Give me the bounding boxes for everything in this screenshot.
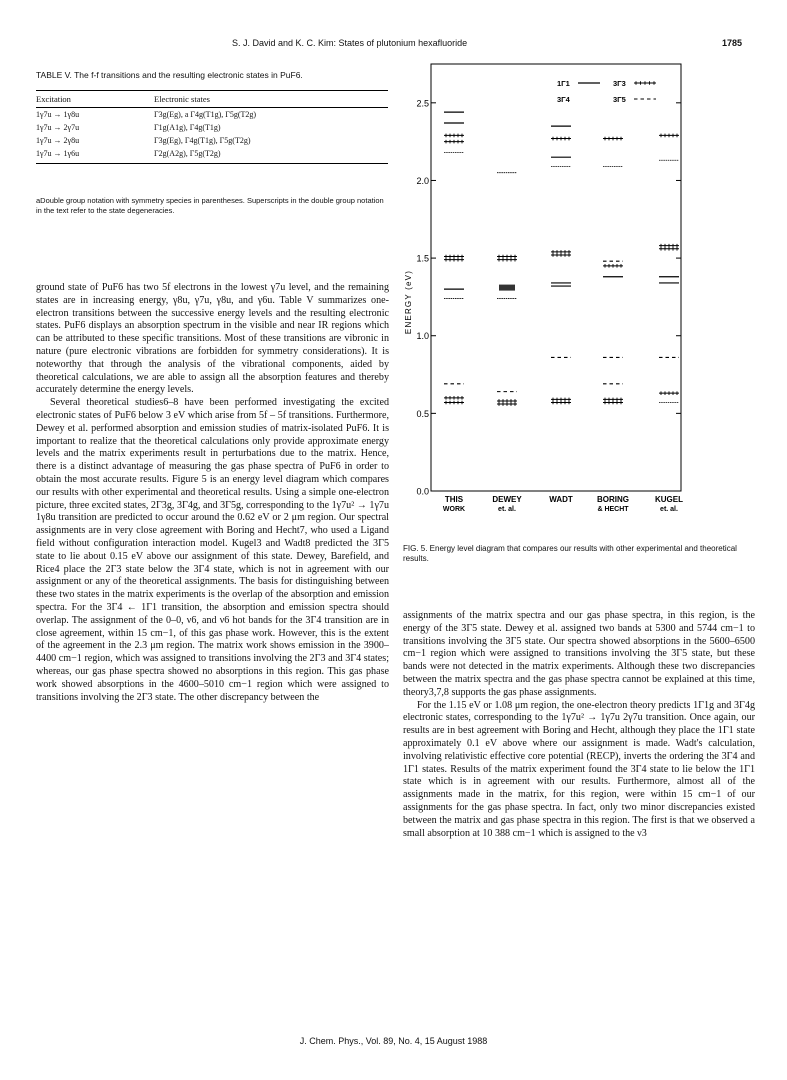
energy-level [499,285,515,291]
legend-label: 3Γ3 [613,79,626,88]
left-column [36,282,389,1028]
column-label: et. al. [660,506,678,513]
table-header-states: Electronic states [154,91,388,108]
y-tick-label: 2.0 [416,175,429,186]
y-tick-label: 1.5 [416,253,429,264]
column-label: THIS [444,495,464,504]
column-label: KUGEL [655,495,683,504]
y-tick-label: 0.5 [416,408,429,419]
legend-label: 1Γ1 [557,79,570,88]
table-cell: 1γ7u → 1γ6u [36,147,154,164]
running-title: S. J. David and K. C. Kim: States of plutonium hexafluoride [232,38,468,48]
paragraph: ground state of PuF6 has two 5f electrons in the lowest γ7u level, and the remaining states are in increasing energy, γ8u, γ7u, γ8u, and γ6u. Table V summarizes one-electron transitions between the successive energy levels and the resulting electronic states. PuF6 displays an absorption spectrum in the visible and near IR regions which can be attributed to these specific transitions. Most of these transitions are vibronic in nature (pure electronic vibrations are forbidden for symmetry considerations). It is noteworthy that through the analysis of the vibrational components, aided by theoretical calculations, we are able to assign all the absorption features and thereby accurately determine the energy levels. [36,282,389,396]
column-label: WADT [549,495,573,504]
table-cell: Γ1g(A1g), Γ4g(T1g) [154,123,221,132]
right-column [403,610,755,1028]
table-footnote: aDouble group notation with symmetry species in parentheses. Superscripts in the double group notation in the text refer to the state degeneracies. [36,196,384,215]
table-cell: Γ2g(A2g), Γ5g(T2g) [154,147,388,164]
paragraph: Several theoretical studies6–8 have been performed investigating the excited electronic states of PuF6 below 3 eV which arise from 5f – 5f transitions. Furthermore, Dewey et al. performed absorption and emission studies of matrix-isolated PuF6. It is important to realize that the theoretical calculations only provide approximate energy levels and the matrix experiments result in perturbations due to the matrix. Hence, there is a distinct advantage of measuring the gas phase spectra of PuF6 in order to obtain the most accurate results. Figure 5 is an energy level diagram which compares our results with other experimental and theoretical results. Using a simple one-electron picture, three excited states, 2Γ3g, 3Γ4g, and 3Γ5g, corresponding to the 1γ7u² → 1γ7u 1γ8u transition are predicted to occur around the 0.62 eV or 2 μm region. Our spectral assignments are in very close agreement with Boring and Hecht7, who used a Ligand field without configuration interaction model. Kugel3 and Wadt8 predicted the 3Γ5 state to lie about 0.15 eV above our assignment of this state. Dewey, Barefield, and Rice4 place the 2Γ3 state below the 3Γ4 state, which is not in agreement with our assignment or any of the theoretical assignments. The basis for distinguishing between these two states in the matrix experiments is the overlap of the absorption and emission spectra. For the 3Γ4 ← 1Γ1 transition, the absorption and emission spectra should overlap. The assignment of the 0–0, ν6, and ν6 hot bands for the 3Γ4 transition are in close agreement, within 15 cm−1, of this gas phase work. However, this is the extent of the agreement in the 2.3 μm region. The matrix work shows emission in the 3900–4400 cm−1 region, which was assigned to transitions involving the 2Γ3 and 3Γ4 states; whereas, our gas phase spectra showed no absorptions in this region. This gas phase work showed absorptions in the 4600–5010 cm−1 region which were assigned to transitions involving the 2Γ3 state. The other discrepancy between the [36,397,389,703]
column-label: DEWEY [492,495,522,504]
plot-frame [431,64,681,491]
table-header-excitation: Excitation [36,91,154,108]
legend-label: 3Γ4 [557,95,570,104]
figure-levels [444,81,679,406]
table-row [36,121,388,134]
legend-label: 3Γ5 [613,95,626,104]
table-cell: Γ3g(Eg), Γ4g(T1g), Γ5g(T2g) [154,136,251,145]
column-label: BORING [597,495,629,504]
table-row [36,108,388,122]
y-tick-label: 1.0 [416,331,429,342]
paragraph: assignments of the matrix spectra and our gas phase spectra, in this region, is the energy of the 3Γ5 state. Dewey et al. assigned two bands at 5300 and 5744 cm−1 to transitions involving the 3Γ5 state. Our spectra showed absorptions in the 5600–6500 cm−1 region which were assigned to transitions involving the 3Γ5 state, but these bands were not detected in the matrix experiments. Although these two discrepancies between the matrix spectra and the gas phase spectra cannot be explained at this time, theory3,7,8 supports the gas phase assignments. [403,610,755,698]
table-row [36,134,388,147]
page-number: 1785 [722,38,743,48]
table-cell: 1γ7u → 1γ8u [36,110,80,119]
y-tick-label: 2.5 [416,98,429,109]
paragraph: For the 1.15 eV or 1.08 μm region, the one-electron theory predicts 1Γ1g and 3Γ4g electronic states, corresponding to the 1γ7u² → 1γ7u 2γ7u transition. Once again, our results are in best agreement with Boring and Hecht, although they place the 1Γ1 state approximately 0.1 eV above where our assignment is made. Wadt's calculation, involving relativistic effective core potential (RECP), inverts the ordering the 3Γ4 and 1Γ1 states. Results of the matrix experiment found the 3Γ4 state to lie below the 1Γ1 state which is in agreement with our results. Furthermore, almost all of the assignments made in the matrix, for this region, were within 15 cm−1 of our assignments for the gas phase spectra. In fact, only two minor discrepancies existed between the matrix and gas phase spectra in this region. The first is that we observed a small absorption at 10 388 cm−1 which is assigned to the ν3 [403,699,755,839]
journal-footer: J. Chem. Phys., Vol. 89, No. 4, 15 August 1988 [299,1036,488,1046]
table-row [36,147,388,164]
figure-caption: FIG. 5. Energy level diagram that compares our results with other experimental and theoretical results. [403,544,737,563]
column-label: & HECHT [597,506,629,513]
y-tick-label: 0.0 [416,486,429,497]
figure-axes [404,64,683,513]
column-label: WORK [442,506,466,513]
energy-level-diagram [399,62,771,542]
table-cell: 1γ7u → 2γ7u [36,123,80,132]
table-cell: 1γ7u → 2γ8u [36,136,80,145]
y-axis-label: ENERGY (eV) [404,269,413,335]
column-label: et. al. [498,506,516,513]
table-cell: Γ3g(Eg), a Γ4g(T1g), Γ5g(T2g) [154,110,257,119]
table-caption: TABLE V. The f-f transitions and the resulting electronic states in PuF6. [36,70,303,80]
table-v [36,90,388,164]
